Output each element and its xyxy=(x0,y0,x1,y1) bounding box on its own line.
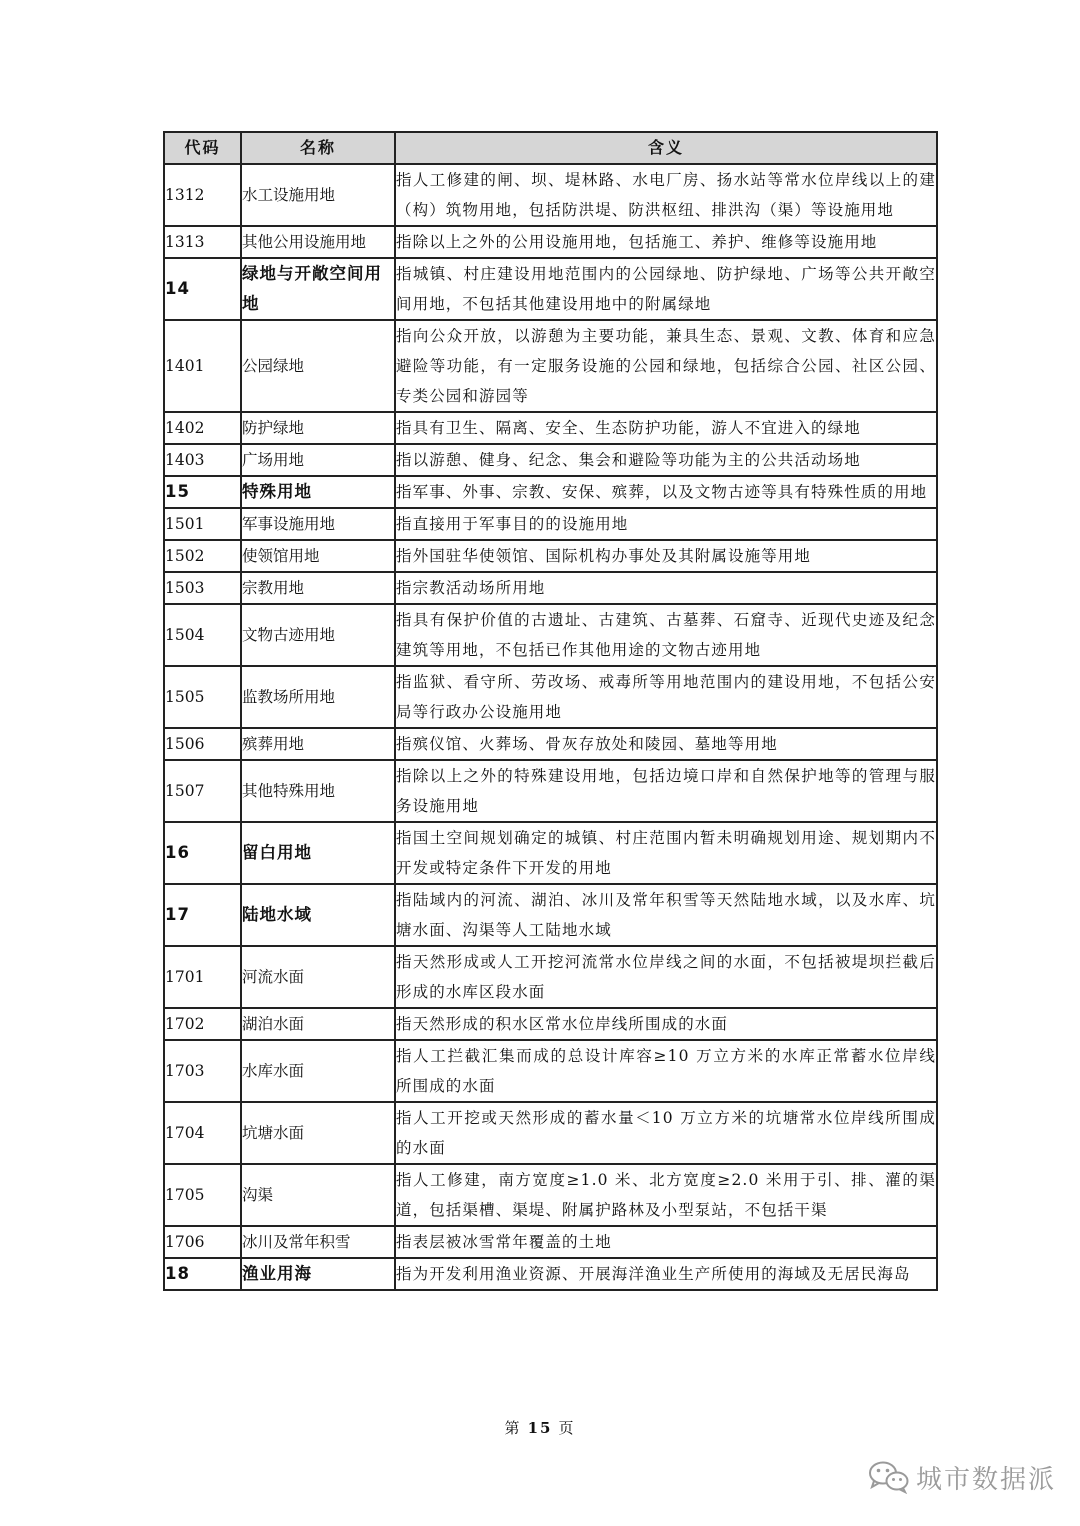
table-row xyxy=(164,1102,937,1164)
name-cell: 使领馆用地 xyxy=(241,540,395,572)
name-cell: 其他特殊用地 xyxy=(241,760,395,822)
table-row xyxy=(164,822,937,884)
table-row xyxy=(164,444,937,476)
name-cell: 河流水面 xyxy=(241,946,395,1008)
table-row xyxy=(164,258,937,320)
meaning-cell: 指直接用于军事目的的设施用地 xyxy=(395,508,937,540)
meaning-cell: 指军事、外事、宗教、安保、殡葬，以及文物古迹等具有特殊性质的用地 xyxy=(395,476,937,508)
meaning-cell: 指除以上之外的公用设施用地，包括施工、养护、维修等设施用地 xyxy=(395,226,937,258)
meaning-cell: 指国土空间规划确定的城镇、村庄范围内暂未明确规划用途、规划期内不开发或特定条件下开发的用地 xyxy=(395,822,937,884)
code-cell: 1312 xyxy=(164,164,241,226)
watermark xyxy=(868,1459,1056,1495)
meaning-cell: 指人工修建，南方宽度≥1.0 米、北方宽度≥2.0 米用于引、排、灌的渠道，包括渠槽、渠堤、附属护路林及小型泵站，不包括干渠 xyxy=(395,1164,937,1226)
name-cell: 其他公用设施用地 xyxy=(241,226,395,258)
code-cell: 1506 xyxy=(164,728,241,760)
meaning-cell: 指殡仪馆、火葬场、骨灰存放处和陵园、墓地等用地 xyxy=(395,728,937,760)
name-cell: 水工设施用地 xyxy=(241,164,395,226)
meaning-cell: 指表层被冰雪常年覆盖的土地 xyxy=(395,1226,937,1258)
code-cell: 18 xyxy=(164,1258,241,1290)
meaning-cell: 指除以上之外的特殊建设用地，包括边境口岸和自然保护地等的管理与服务设施用地 xyxy=(395,760,937,822)
table-row xyxy=(164,476,937,508)
name-cell: 冰川及常年积雪 xyxy=(241,1226,395,1258)
code-cell: 1706 xyxy=(164,1226,241,1258)
name-cell: 沟渠 xyxy=(241,1164,395,1226)
table-row xyxy=(164,946,937,1008)
table-row xyxy=(164,320,937,412)
wechat-icon xyxy=(868,1460,910,1494)
name-cell: 防护绿地 xyxy=(241,412,395,444)
table-row xyxy=(164,572,937,604)
meaning-cell: 指城镇、村庄建设用地范围内的公园绿地、防护绿地、广场等公共开敞空间用地，不包括其他建设用地中的附属绿地 xyxy=(395,258,937,320)
header-code: 代码 xyxy=(164,132,241,164)
table-row xyxy=(164,1226,937,1258)
code-cell: 1501 xyxy=(164,508,241,540)
table-row xyxy=(164,508,937,540)
meaning-cell: 指陆域内的河流、湖泊、冰川及常年积雪等天然陆地水域，以及水库、坑塘水面、沟渠等人工陆地水域 xyxy=(395,884,937,946)
code-cell: 1701 xyxy=(164,946,241,1008)
name-cell: 湖泊水面 xyxy=(241,1008,395,1040)
meaning-cell: 指监狱、看守所、劳改场、戒毒所等用地范围内的建设用地，不包括公安局等行政办公设施用地 xyxy=(395,666,937,728)
table-header-row xyxy=(164,132,937,164)
meaning-cell: 指以游憩、健身、纪念、集会和避险等功能为主的公共活动场地 xyxy=(395,444,937,476)
name-cell: 水库水面 xyxy=(241,1040,395,1102)
code-cell: 1705 xyxy=(164,1164,241,1226)
table-row xyxy=(164,1040,937,1102)
name-cell: 公园绿地 xyxy=(241,320,395,412)
table-row xyxy=(164,1008,937,1040)
name-cell: 特殊用地 xyxy=(241,476,395,508)
code-cell: 1505 xyxy=(164,666,241,728)
code-cell: 1504 xyxy=(164,604,241,666)
name-cell: 渔业用海 xyxy=(241,1258,395,1290)
name-cell: 监教场所用地 xyxy=(241,666,395,728)
meaning-cell: 指天然形成或人工开挖河流常水位岸线之间的水面，不包括被堤坝拦截后形成的水库区段水面 xyxy=(395,946,937,1008)
code-cell: 16 xyxy=(164,822,241,884)
table-row xyxy=(164,1258,937,1290)
header-name: 名称 xyxy=(241,132,395,164)
name-cell: 坑塘水面 xyxy=(241,1102,395,1164)
table-row xyxy=(164,728,937,760)
code-cell: 1702 xyxy=(164,1008,241,1040)
code-cell: 1502 xyxy=(164,540,241,572)
code-cell: 15 xyxy=(164,476,241,508)
code-cell: 1401 xyxy=(164,320,241,412)
name-cell: 文物古迹用地 xyxy=(241,604,395,666)
page-number: 15 xyxy=(527,1419,553,1437)
meaning-cell: 指为开发利用渔业资源、开展海洋渔业生产所使用的海域及无居民海岛 xyxy=(395,1258,937,1290)
code-cell: 1507 xyxy=(164,760,241,822)
footer-suffix: 页 xyxy=(558,1419,576,1437)
table-row xyxy=(164,666,937,728)
table-row xyxy=(164,226,937,258)
code-cell: 1403 xyxy=(164,444,241,476)
table-row xyxy=(164,1164,937,1226)
meaning-cell: 指具有卫生、隔离、安全、生态防护功能，游人不宜进入的绿地 xyxy=(395,412,937,444)
table-row xyxy=(164,760,937,822)
name-cell: 宗教用地 xyxy=(241,572,395,604)
code-cell: 14 xyxy=(164,258,241,320)
header-meaning: 含义 xyxy=(395,132,937,164)
code-cell: 1503 xyxy=(164,572,241,604)
name-cell: 陆地水域 xyxy=(241,884,395,946)
meaning-cell: 指具有保护价值的古遗址、古建筑、古墓葬、石窟寺、近现代史迹及纪念建筑等用地，不包括已作其他用途的文物古迹用地 xyxy=(395,604,937,666)
land-use-table xyxy=(163,131,938,1291)
name-cell: 留白用地 xyxy=(241,822,395,884)
page-footer xyxy=(0,1417,1080,1438)
meaning-cell: 指天然形成的积水区常水位岸线所围成的水面 xyxy=(395,1008,937,1040)
watermark-text: 城市数据派 xyxy=(916,1464,1057,1495)
name-cell: 军事设施用地 xyxy=(241,508,395,540)
code-cell: 1703 xyxy=(164,1040,241,1102)
table-row xyxy=(164,604,937,666)
meaning-cell: 指人工修建的闸、坝、堤林路、水电厂房、扬水站等常水位岸线以上的建（构）筑物用地，包括防洪堤、防洪枢纽、排洪沟（渠）等设施用地 xyxy=(395,164,937,226)
code-cell: 17 xyxy=(164,884,241,946)
code-cell: 1402 xyxy=(164,412,241,444)
meaning-cell: 指向公众开放，以游憩为主要功能，兼具生态、景观、文教、体育和应急避险等功能，有一定服务设施的公园和绿地，包括综合公园、社区公园、专类公园和游园等 xyxy=(395,320,937,412)
code-cell: 1704 xyxy=(164,1102,241,1164)
table-row xyxy=(164,164,937,226)
table-row xyxy=(164,540,937,572)
meaning-cell: 指外国驻华使领馆、国际机构办事处及其附属设施等用地 xyxy=(395,540,937,572)
table-row xyxy=(164,884,937,946)
meaning-cell: 指人工开挖或天然形成的蓄水量＜10 万立方米的坑塘常水位岸线所围成的水面 xyxy=(395,1102,937,1164)
meaning-cell: 指人工拦截汇集而成的总设计库容≥10 万立方米的水库正常蓄水位岸线所围成的水面 xyxy=(395,1040,937,1102)
name-cell: 绿地与开敞空间用地 xyxy=(241,258,395,320)
name-cell: 殡葬用地 xyxy=(241,728,395,760)
code-cell: 1313 xyxy=(164,226,241,258)
footer-prefix: 第 xyxy=(504,1419,522,1437)
name-cell: 广场用地 xyxy=(241,444,395,476)
table-row xyxy=(164,412,937,444)
meaning-cell: 指宗教活动场所用地 xyxy=(395,572,937,604)
